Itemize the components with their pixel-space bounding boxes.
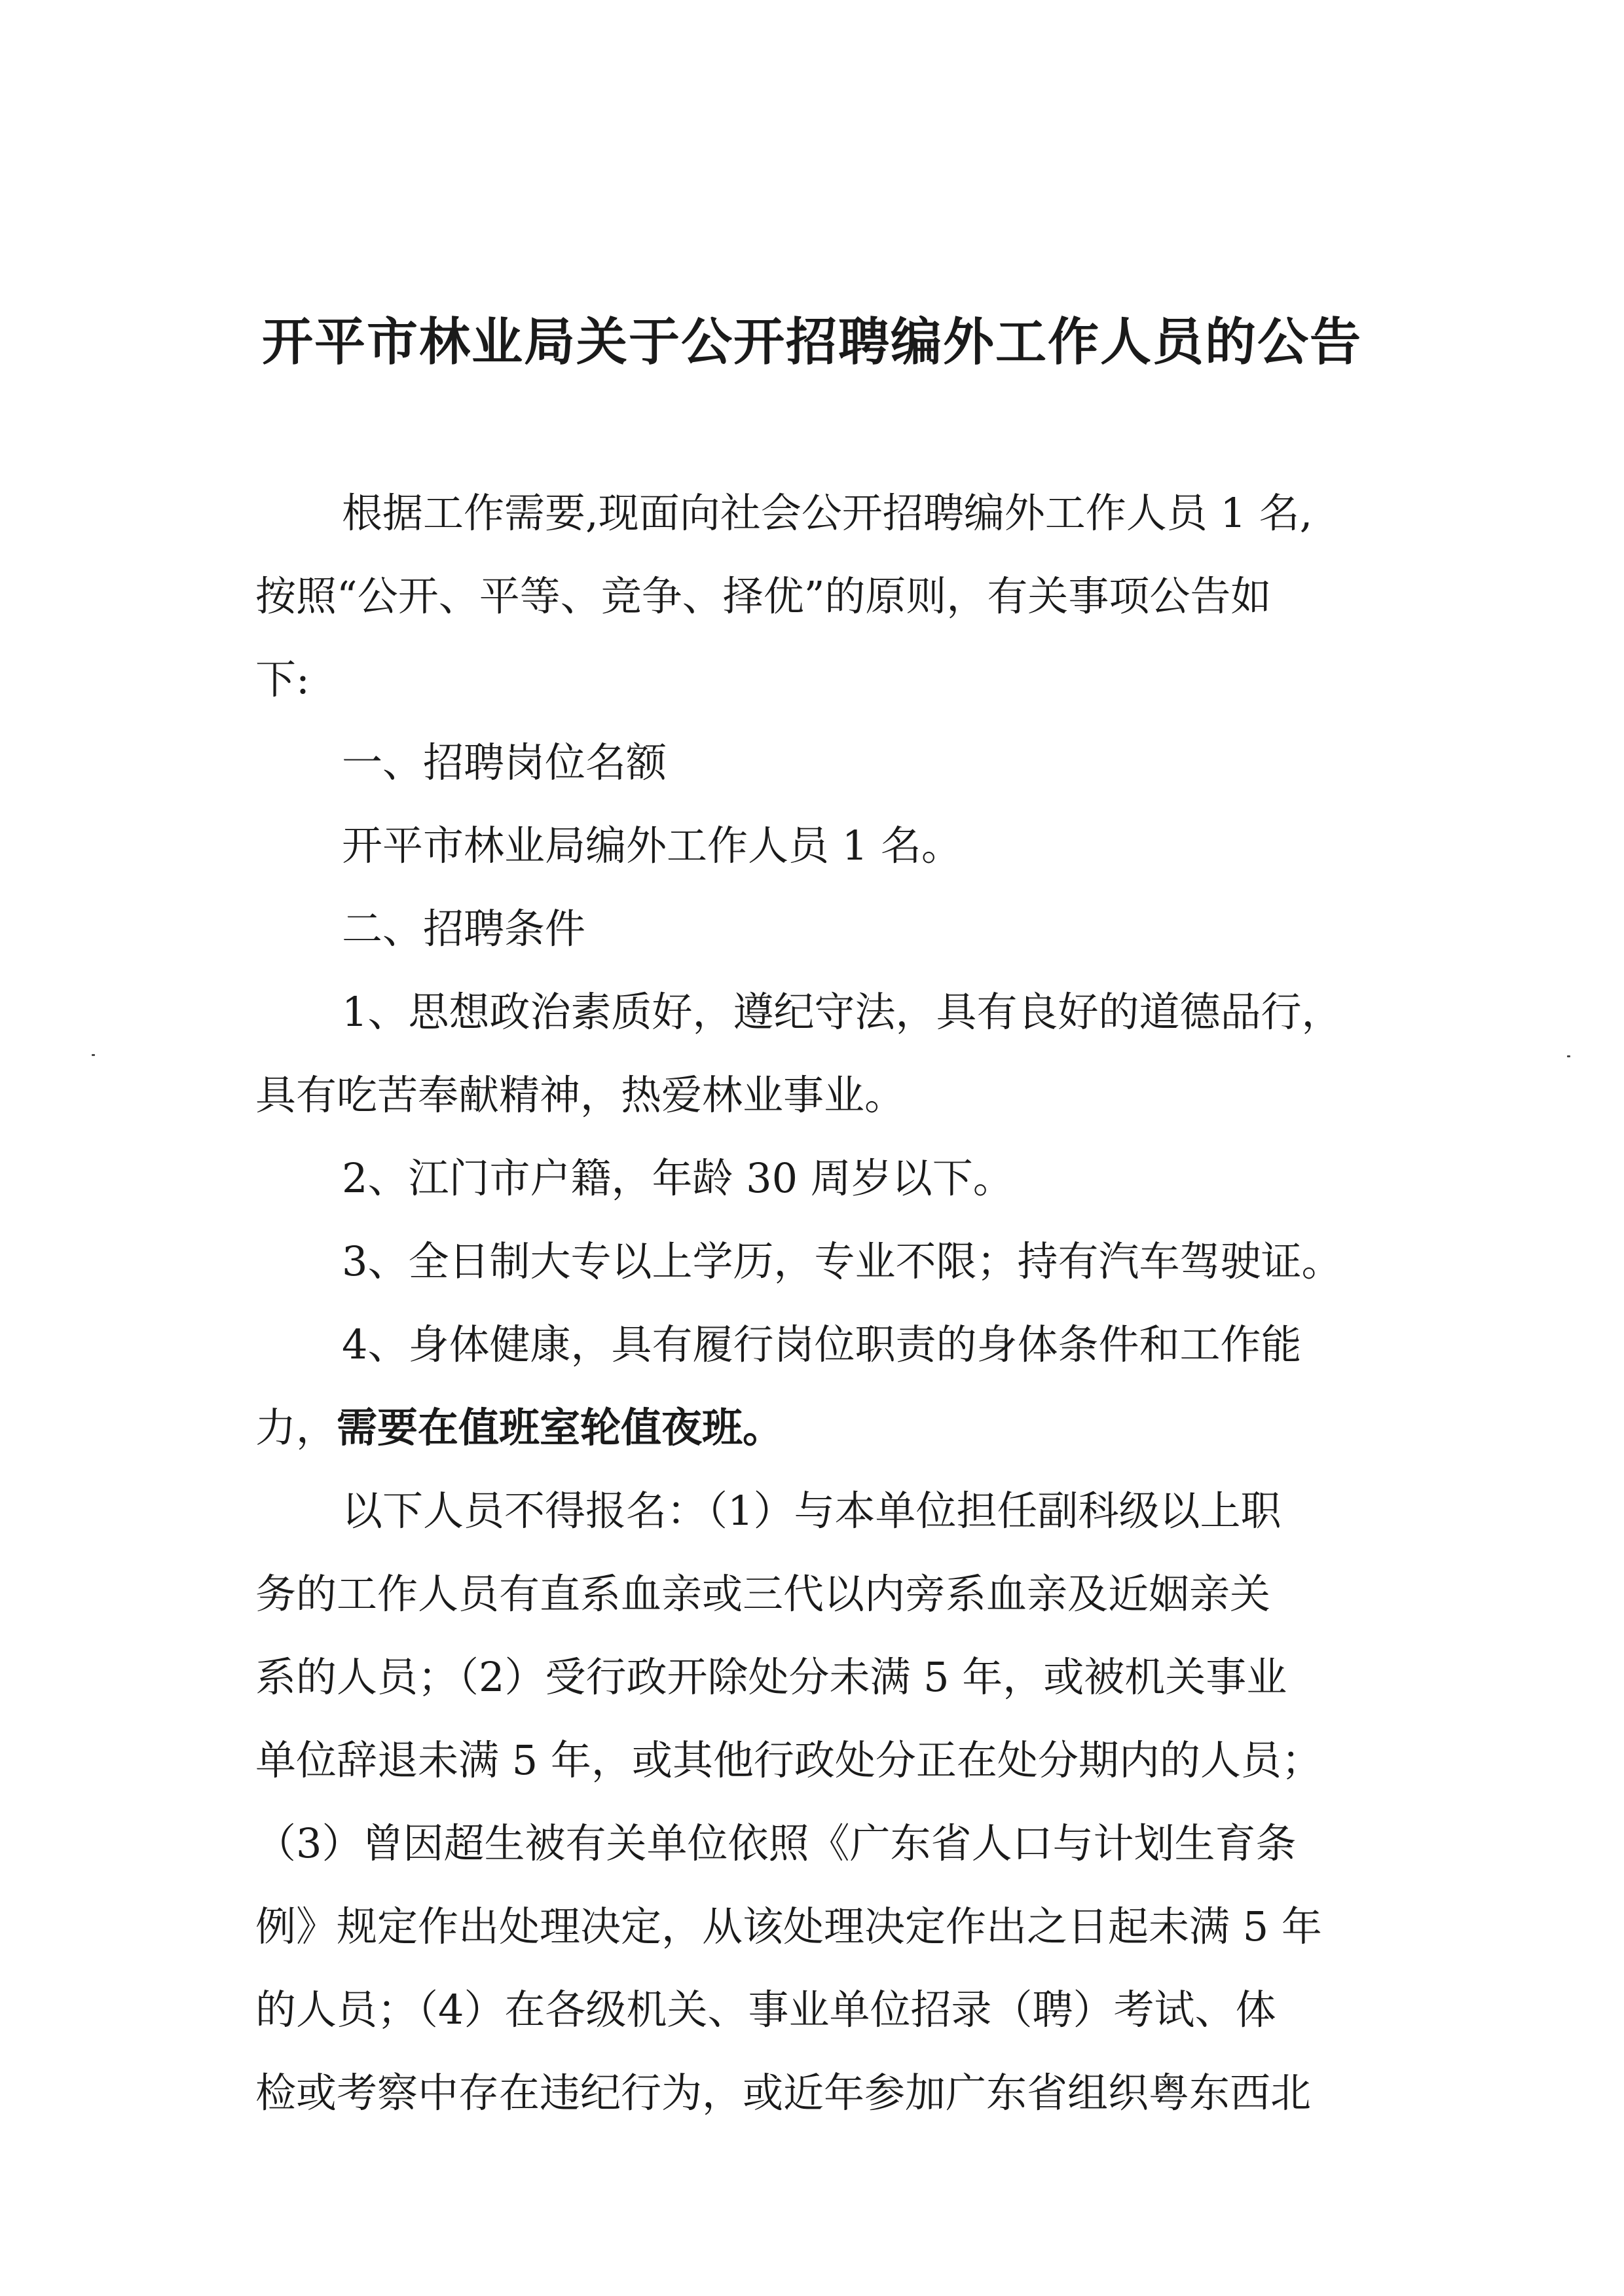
paragraph-line (255, 1137, 1382, 1220)
text-run: 务的工作人员有直系血亲或三代以内旁系血亲及近姻亲关 (255, 1570, 1271, 1618)
paragraph-line (255, 970, 1382, 1053)
paragraph-line (255, 2051, 1382, 2134)
paragraph-line (255, 1552, 1382, 1635)
paragraph-line (255, 1968, 1382, 2051)
text-run: 3、全日制大专以上学历，专业不限；持有汽车驾驶证。 (342, 1237, 1342, 1285)
paragraph-line (255, 1885, 1382, 1968)
paragraph-line (255, 1303, 1382, 1386)
text-run: 具有吃苦奉献精神，热爱林业事业。 (255, 1071, 906, 1119)
text-run: 按照“公开、平等、竞争、择优”的原则，有关事项公告如 (255, 572, 1272, 620)
paragraph-line (255, 804, 1382, 887)
scan-mark (92, 1054, 95, 1056)
document-title: 开平市林业局关于公开招聘编外工作人员的公告 (261, 313, 1362, 372)
text-run: 的人员；（4）在各级机关、事业单位招录（聘）考试、体 (255, 1986, 1276, 2033)
paragraph-line (255, 1386, 1382, 1469)
text-run: 以下人员不得报名：（1）与本单位担任副科级以上职 (342, 1487, 1282, 1535)
text-run: 系的人员；（2）受行政开除处分未满 5 年，或被机关事业 (255, 1653, 1287, 1701)
section-heading (255, 721, 1382, 804)
text-run: 根据工作需要,现面向社会公开招聘编外工作人员 1 名, (342, 489, 1313, 537)
text-run: 4、身体健康，具有履行岗位职责的身体条件和工作能 (342, 1321, 1302, 1368)
scan-mark (1567, 1055, 1570, 1057)
paragraph-line (255, 638, 1382, 721)
text-run: 二、招聘条件 (342, 905, 586, 953)
text-run: 例》规定作出处理决定，从该处理决定作出之日起未满 5 年 (255, 1903, 1322, 1950)
text-run: 检或考察中存在违纪行为，或近年参加广东省组织粤东西北 (255, 2069, 1312, 2117)
text-run: 下: (255, 655, 310, 703)
paragraph-line (255, 1802, 1382, 1885)
document-body (255, 471, 1382, 2134)
paragraph-line (255, 471, 1382, 555)
text-run: 开平市林业局编外工作人员 1 名。 (342, 822, 962, 869)
text-run: （3）曾因超生被有关单位依照《广东省人口与计划生育条 (255, 1819, 1297, 1867)
paragraph-line (255, 1635, 1382, 1719)
paragraph-line (255, 1719, 1382, 1802)
text-run: 2、江门市户籍，年龄 30 周岁以下。 (342, 1154, 1014, 1202)
text-run: 单位辞退未满 5 年，或其他行政处分正在处分期内的人员； (255, 1736, 1322, 1784)
paragraph-line (255, 555, 1382, 638)
paragraph-line (255, 1053, 1382, 1137)
paragraph-line (255, 1220, 1382, 1303)
emphasis-text: 需要在值班室轮值夜班。 (337, 1404, 784, 1451)
text-run: 力， (255, 1404, 337, 1451)
paragraph-line (255, 1469, 1382, 1552)
text-run: 一、招聘岗位名额 (342, 738, 667, 786)
text-run: 1、思想政治素质好，遵纪守法，具有良好的道德品行， (342, 988, 1342, 1036)
section-heading (255, 887, 1382, 970)
